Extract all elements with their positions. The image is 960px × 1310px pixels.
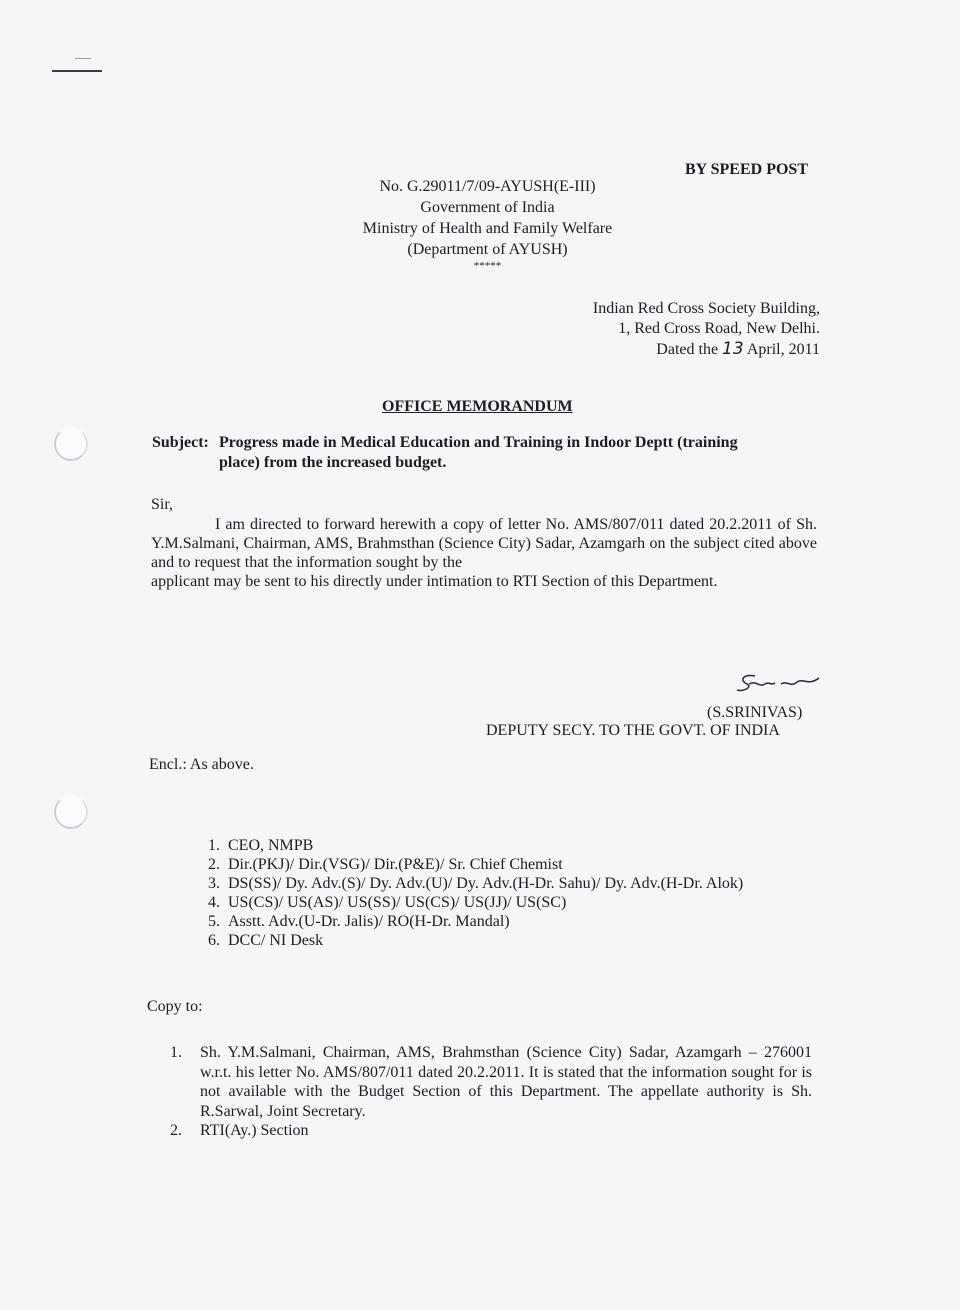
ministry-label: Ministry of Health and Family Welfare — [362, 220, 613, 237]
list-item: 3. DS(SS)/ Dy. Adv.(S)/ Dy. Adv.(U)/ Dy. Adv.(H-Dr. Sahu)/ Dy. Adv.(H-Dr. Alok) — [208, 875, 744, 892]
date-line — [500, 339, 820, 360]
body-text-last: applicant may be sent to his directly under intimation to RTI Section of this Department. — [151, 573, 718, 590]
enclosure-note: Encl.: As above. — [149, 756, 254, 773]
scan-mark — [75, 58, 91, 59]
list-item: 2. Dir.(PKJ)/ Dir.(VSG)/ Dir.(P&E)/ Sr. Chief Chemist — [208, 856, 563, 873]
binder-hole-icon — [54, 427, 88, 461]
subject-label: Subject: — [152, 434, 209, 451]
speed-post-label: BY SPEED POST — [685, 161, 808, 178]
date-prefix: Dated the — [656, 341, 719, 358]
scan-mark — [52, 70, 102, 72]
date-suffix: April, 2011 — [746, 341, 820, 358]
signatory-name: (S.SRINIVAS) — [707, 704, 803, 721]
address-block — [500, 299, 820, 360]
stars-divider: ***** — [473, 260, 502, 272]
list-item: 1. Sh. Y.M.Salmani, Chairman, AMS, Brahmsthan (Science City) Sadar, Azamgarh – 276001 w.r.t. his letter No. AMS/807/011 dated 20.2.2011. It is stated that the information sought for is not available with the Budget Section of this Department. The appellate authority is Sh. R.Sarwal, Joint Secretary. — [170, 1044, 812, 1120]
signature-icon — [735, 670, 825, 704]
body-paragraph — [151, 515, 817, 591]
binder-hole-icon — [54, 795, 88, 829]
letterhead — [330, 176, 645, 272]
list-item: 5. Asstt. Adv.(U-Dr. Jalis)/ RO(H-Dr. Mandal) — [208, 913, 510, 930]
list-item: 2. RTI(Ay.) Section — [170, 1122, 309, 1139]
copy-to-label: Copy to: — [147, 998, 203, 1015]
department-label: (Department of AYUSH) — [407, 241, 568, 258]
body-text: I am directed to forward herewith a copy of letter No. AMS/807/011 dated 20.2.2011 of Sh. Y.M.Salmani, Chairman, AMS, Brahmsthan (Science City) Sadar, Azamgarh on the subject cited above and to request that the information sought by the — [151, 516, 817, 571]
list-item: 4. US(CS)/ US(AS)/ US(SS)/ US(CS)/ US(JJ)/ US(SC) — [208, 894, 567, 911]
government-label: Government of India — [420, 199, 555, 216]
address-line1: Indian Red Cross Society Building, — [592, 300, 820, 317]
list-item: 1. CEO, NMPB — [208, 837, 314, 854]
distribution-list — [208, 836, 744, 950]
copy-to-list — [170, 1043, 812, 1141]
subject-line2: place) from the increased budget. — [219, 454, 447, 471]
list-item: 6. DCC/ NI Desk — [208, 932, 324, 949]
salutation: Sir, — [151, 496, 174, 513]
file-number: No. G.29011/7/09-AYUSH(E-III) — [379, 178, 596, 195]
memo-title: OFFICE MEMORANDUM — [382, 398, 573, 415]
signatory-designation: DEPUTY SECY. TO THE GOVT. OF INDIA — [486, 722, 780, 739]
date-day: 13 — [722, 339, 744, 359]
subject-block — [152, 433, 818, 473]
address-line2: 1, Red Cross Road, New Delhi. — [618, 320, 820, 337]
subject-line1: Progress made in Medical Education and Training in Indoor Deptt (training — [219, 434, 738, 451]
